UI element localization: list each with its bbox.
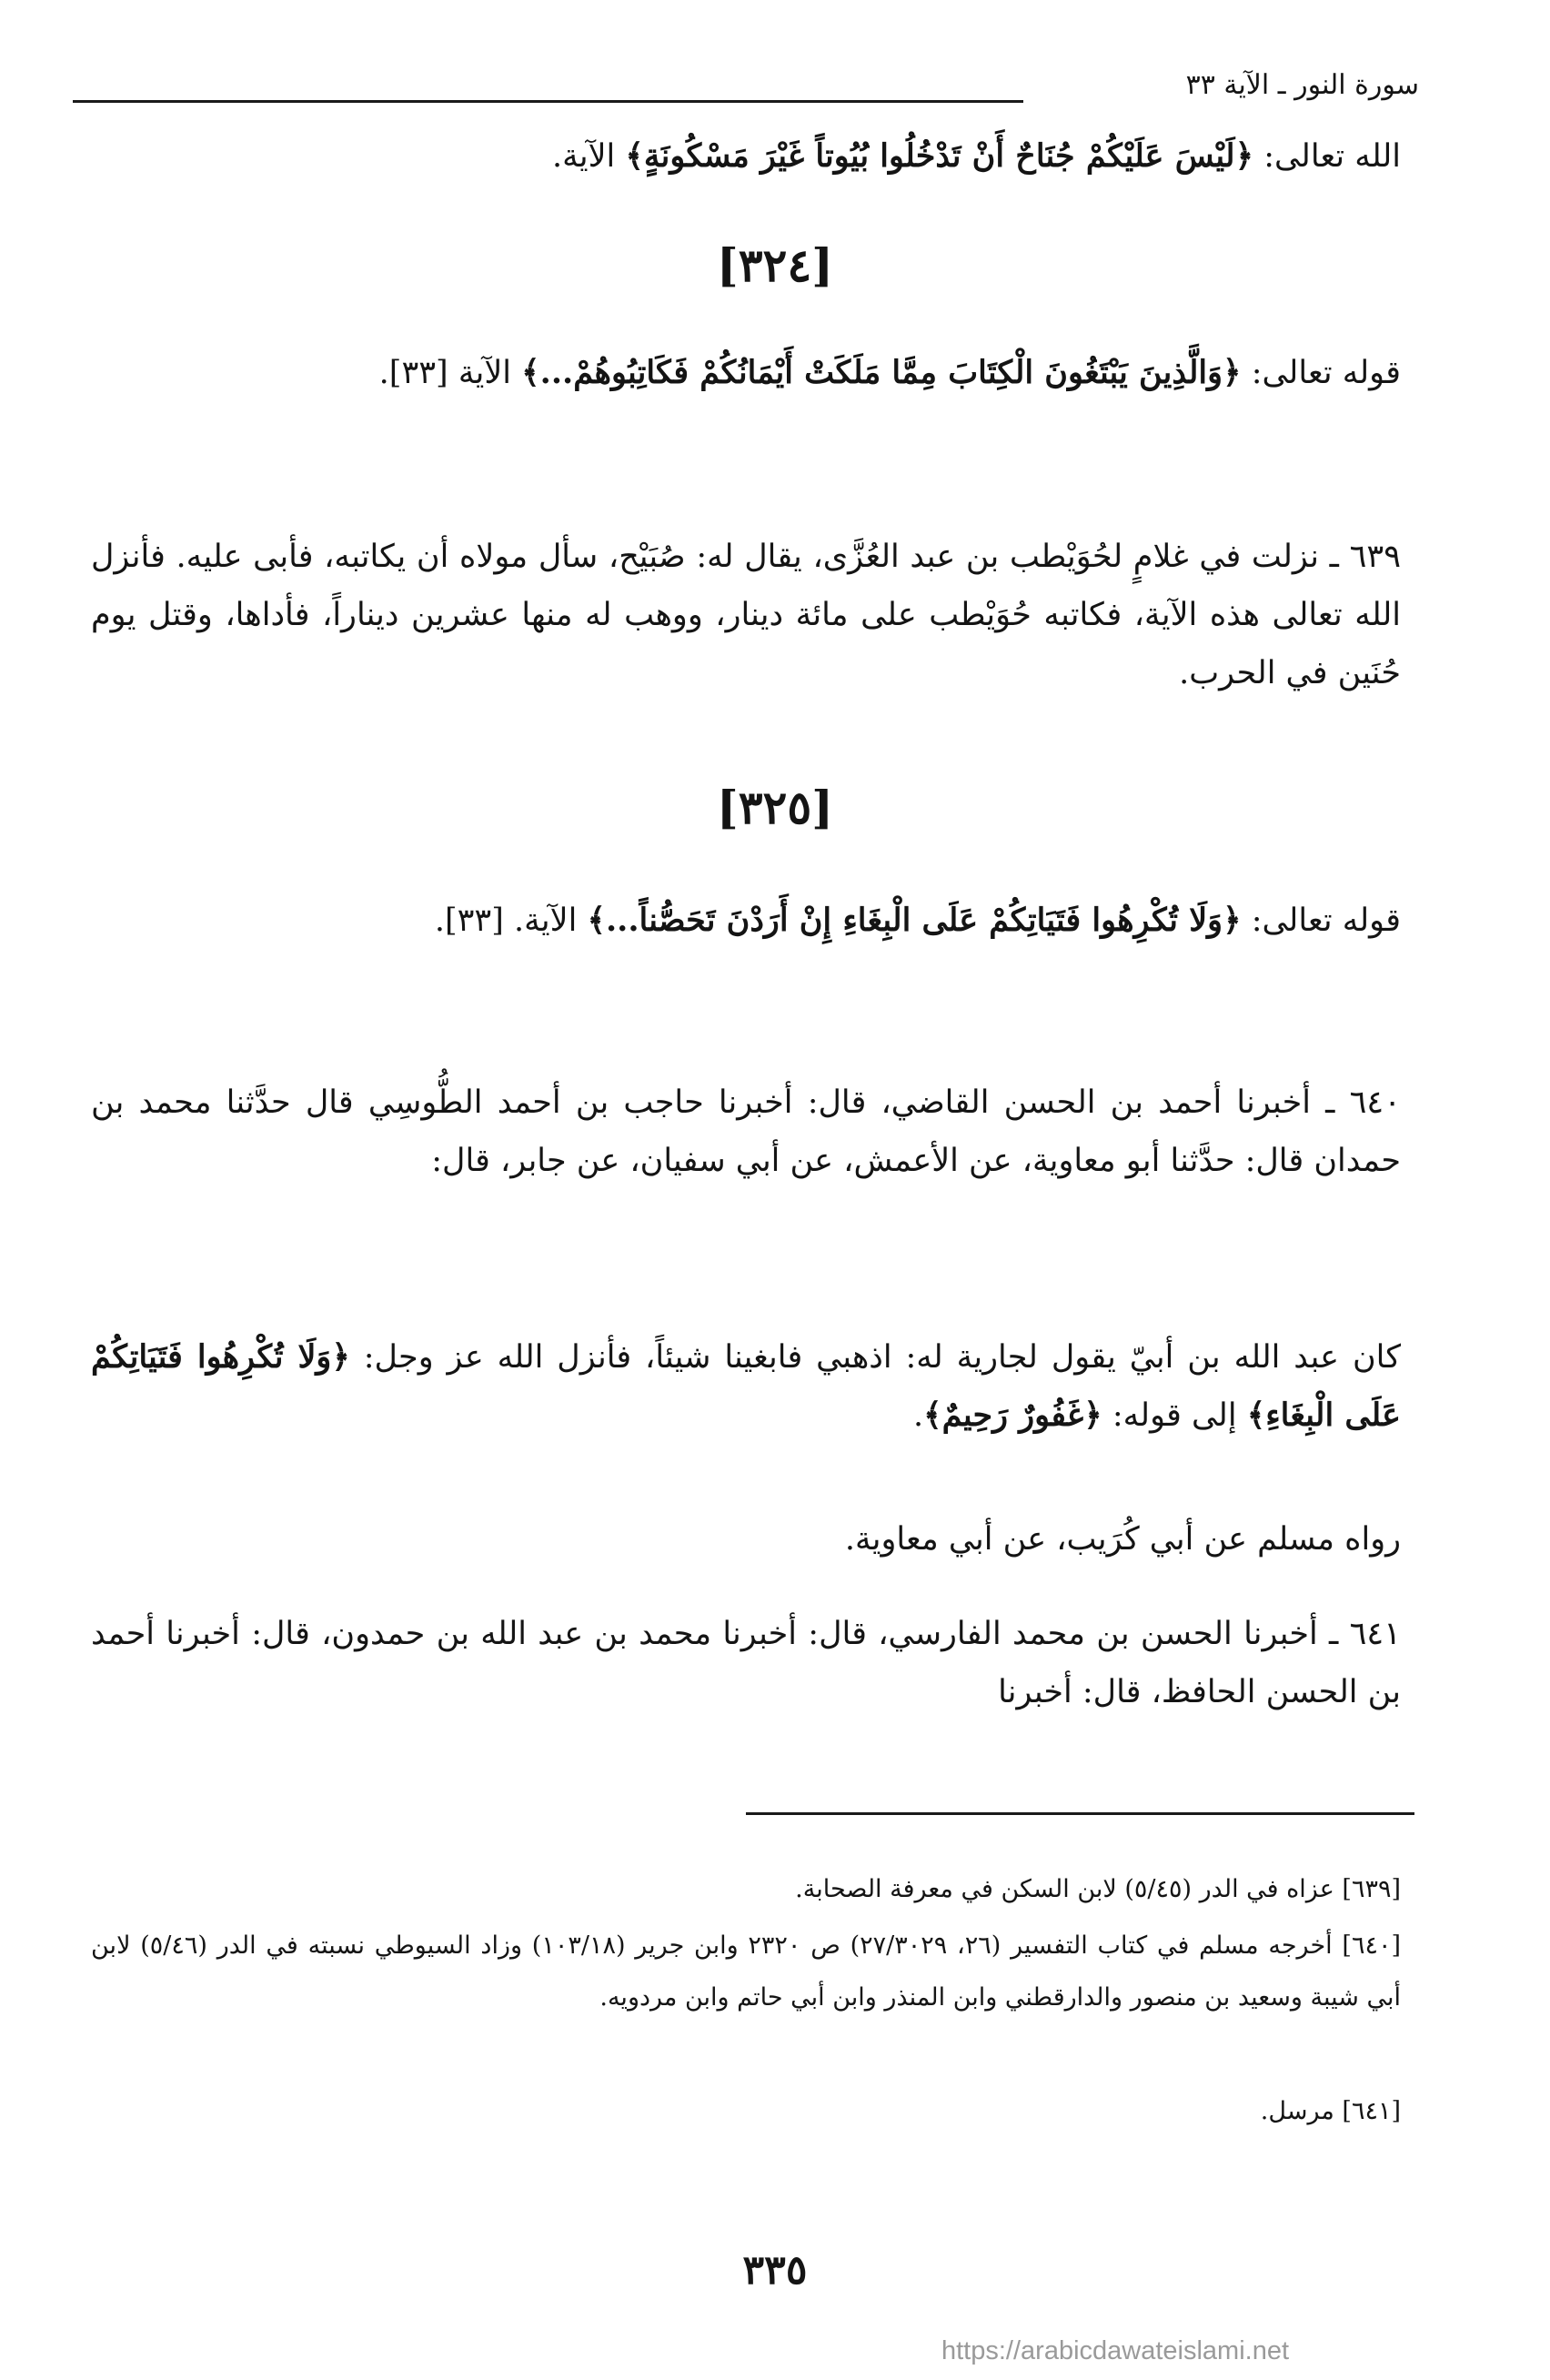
- hadith-639: ٦٣٩ ـ نزلت في غلامٍ لحُوَيْطب بن عبد العُزَّى، يقال له: صُبَيْح، سأل مولاه أن يكاتبه، فأبى عليه. فأنزل الله تعالى هذه الآية، فكاتبه حُوَيْطب على مائة دينار، ووهب له منها عشرين ديناراً، فأداها، وقتل يوم حُنَين في الحرب.: [91, 539, 1401, 691]
- h640-quote-mid: إلى قوله:: [1102, 1397, 1247, 1434]
- hadith-640-source: رواه مسلم عن أبي كُرَيب، عن أبي معاوية.: [844, 1521, 1401, 1558]
- h640-quote-post: .: [912, 1397, 924, 1434]
- section-325-paragraph: [91, 892, 1401, 950]
- footnote-641: [٦٤١] مرسل.: [1260, 2097, 1401, 2125]
- watermark-url: https://arabicdawateislami.net: [941, 2336, 1290, 2365]
- h640-quote-verse-2: ﴿غَفُورٌ رَحِيمٌ﴾: [923, 1397, 1102, 1434]
- intro-verse: ﴿لَيْسَ عَلَيْكُمْ جُنَاحٌ أَنْ تَدْخُلُوا بُيُوتاً غَيْرَ مَسْكُونَةٍ﴾: [625, 137, 1254, 175]
- footnote-rule: [746, 1812, 1414, 1815]
- s325-pre: قوله تعالى:: [1241, 903, 1401, 939]
- footnote-639: [٦٣٩] عزاه في الدر (٥/٤٥) لابن السكن في معرفة الصحابة.: [795, 1875, 1401, 1903]
- hadith-640-isnad: ٦٤٠ ـ أخبرنا أحمد بن الحسن القاضي، قال: أخبرنا حاجب بن أحمد الطُّوسِي قال حدَّثنا محمد بن حمدان قال: حدَّثنا أبو معاوية، عن الأعمش، عن أبي سفيان، عن جابر، قال:: [91, 1084, 1401, 1179]
- s325-post: الآية. [٣٣].: [434, 903, 588, 939]
- s324-verse: ﴿وَالَّذِينَ يَبْتَغُونَ الْكِتَابَ مِمَّا مَلَكَتْ أَيْمَانُكُمْ فَكَاتِبُوهُمْ...﴾: [521, 354, 1242, 391]
- intro-pre: الله تعالى:: [1253, 138, 1401, 175]
- running-header: [73, 66, 1419, 113]
- section-number-324: [٣٢٤]: [717, 238, 833, 292]
- hadith-640-matn: [91, 1328, 1401, 1445]
- s324-post: الآية [٣٣].: [378, 355, 522, 391]
- page-number: ٣٣٥: [742, 2247, 808, 2294]
- hadith-641: ٦٤١ ـ أخبرنا الحسن بن محمد الفارسي، قال: أخبرنا محمد بن عبد الله بن حمدون، قال: أخبرنا أحمد بن الحسن الحافظ، قال: أخبرنا: [91, 1616, 1401, 1710]
- h640-quote-verse-1: ﴿وَلَا تُكْرِهُوا فَتَيَاتِكُمْ عَلَى الْبِغَاءِ﴾: [91, 1338, 1401, 1434]
- s324-pre: قوله تعالى:: [1241, 355, 1401, 391]
- s325-verse: ﴿وَلَا تُكْرِهُوا فَتَيَاتِكُمْ عَلَى الْبِغَاءِ إِنْ أَرَدْنَ تَحَصُّناً...﴾: [587, 902, 1242, 939]
- footnote-640: [٦٤٠] أخرجه مسلم في كتاب التفسير (٢٦، ٢٧/٣٠٢٩) ص ٢٣٢٠ وابن جرير (١٠٣/١٨) وزاد السيوطي نسبته في الدر (٥/٤٦) لابن أبي شيبة وسعيد بن منصور والدارقطني وابن المنذر وابن أبي حاتم وابن مردويه.: [91, 1931, 1402, 2012]
- intro-post: الآية.: [551, 138, 626, 175]
- intro-paragraph: [91, 127, 1401, 186]
- section-number-325: [٣٢٥]: [717, 781, 833, 834]
- section-324-paragraph: [91, 344, 1401, 402]
- h640-quote-pre: كان عبد الله بن أبيّ يقول لجارية له: اذهبي فابغينا شيئاً، فأنزل الله عز وجل:: [349, 1339, 1401, 1376]
- running-title: سورة النور ـ الآية ٣٣: [1185, 69, 1419, 101]
- header-rule: [73, 100, 1023, 103]
